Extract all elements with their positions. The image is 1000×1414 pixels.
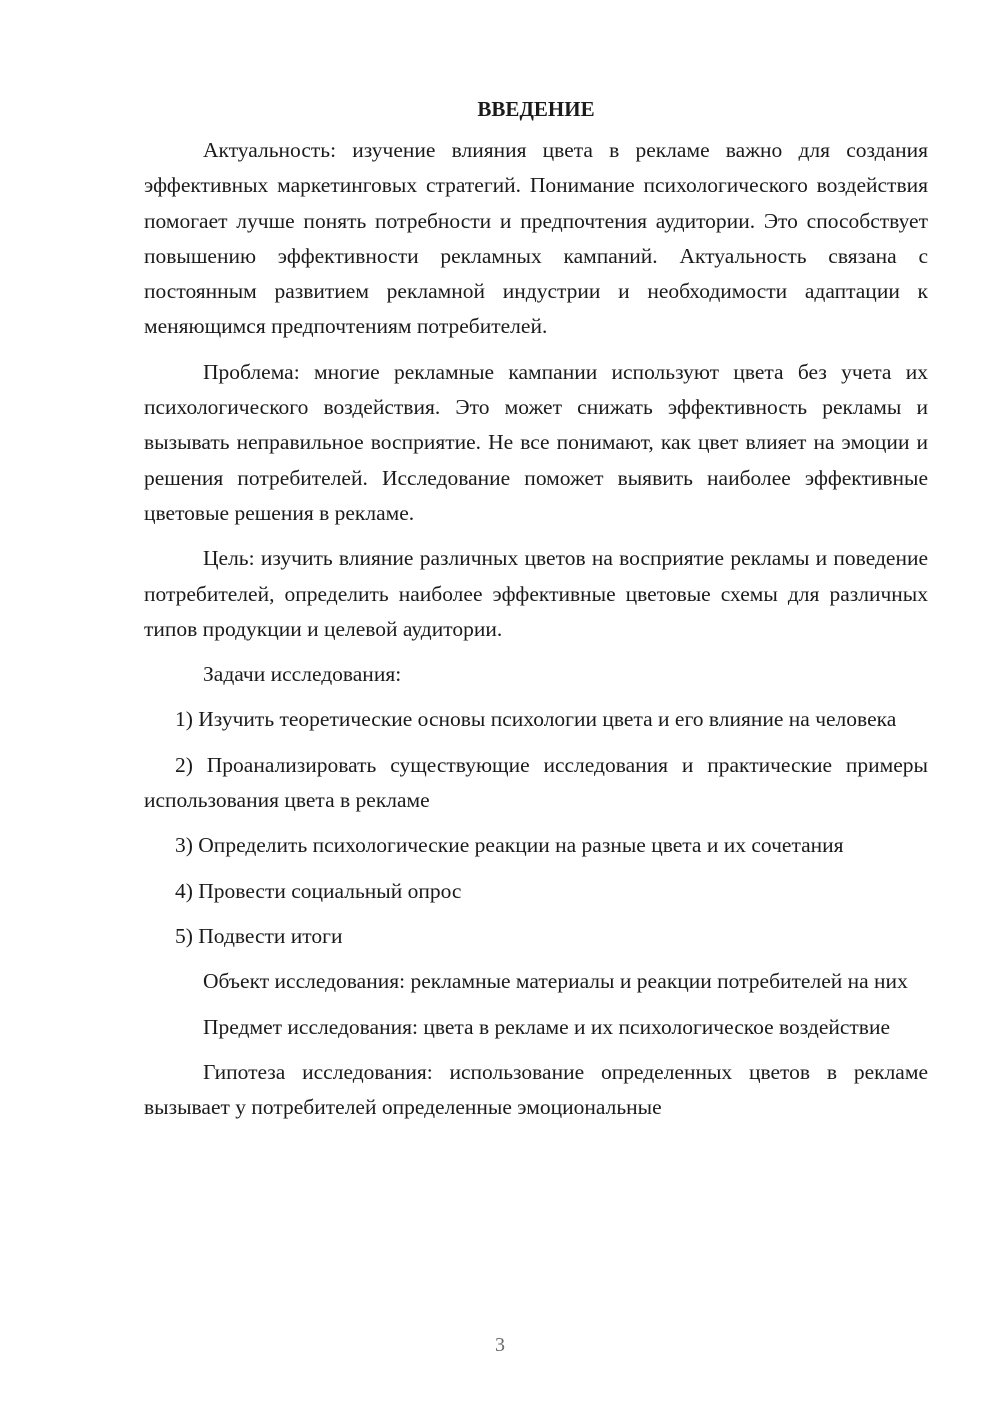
task-item-4: 4) Провести социальный опрос [175, 878, 462, 903]
task-item-3: 3) Определить психологические реакции на разные цвета и их сочетания [175, 833, 844, 858]
document-page [144, 92, 928, 1135]
hypothesis-paragraph: Гипотеза исследования: использование определенных цветов в рекламе вызывает у потребителей определенные эмоциональные [144, 1059, 928, 1120]
page-title: ВВЕДЕНИЕ [477, 97, 595, 121]
relevance-paragraph: Актуальность: изучение влияния цвета в рекламе важно для создания эффективных маркетинговых стратегий. Понимание психологического воздействия помогает лучше понять потребности и предпочтения аудитории. Это способствует повышению эффективности рекламных кампаний. Актуальность связана с постоянным развитием рекламной индустрии и необходимости адаптации к меняющимся предпочтениям потребителей. [144, 138, 928, 339]
tasks-heading: Задачи исследования: [203, 662, 402, 687]
task-item-5: 5) Подвести итоги [175, 923, 343, 948]
goal-paragraph: Цель: изучить влияние различных цветов на восприятие рекламы и поведение потребителей, определить наиболее эффективные цветовые схемы для различных типов продукции и целевой аудитории. [144, 546, 928, 641]
page-number: 3 [495, 1334, 505, 1356]
problem-paragraph: Проблема: многие рекламные кампании используют цвета без учета их психологического воздействия. Это может снижать эффективность рекламы и вызывать неправильное восприятие. Не все понимают, как цвет влияет на эмоции и решения потребителей. Исследование поможет выявить наиболее эффективные цветовые решения в рекламе. [144, 359, 928, 525]
subject-paragraph: Предмет исследования: цвета в рекламе и их психологическое воздействие [203, 1014, 891, 1039]
object-paragraph: Объект исследования: рекламные материалы и реакции потребителей на них [203, 969, 908, 994]
task-item-1: 1) Изучить теоретические основы психологии цвета и его влияние на человека [175, 707, 897, 732]
task-item-2: 2) Проанализировать существующие исследования и практические примеры использования цвета в рекламе [144, 752, 928, 813]
